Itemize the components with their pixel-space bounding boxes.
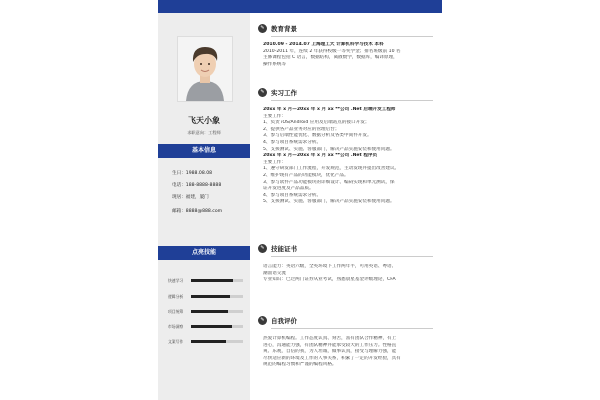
- skill-bar-fill: [191, 310, 228, 313]
- skill-bar: [191, 325, 243, 328]
- certs-title: 技能证书: [271, 245, 297, 253]
- skill-bar: [191, 310, 243, 313]
- education-line: 主修课程包括 C 语言，数据结构，离散数学，数据库，编译原理，: [263, 55, 398, 61]
- education-line: 操作系统等: [263, 61, 286, 67]
- section-divider: [271, 36, 433, 37]
- main-content: [258, 13, 436, 400]
- section-divider: [271, 328, 433, 329]
- skill-bar: [191, 340, 243, 343]
- skill-bar-fill: [191, 295, 230, 298]
- resume-page: [158, 0, 442, 400]
- candidate-name: 飞天小象: [188, 116, 220, 125]
- evaluation-line: 规范的编程习惯和严谨的编程风格。: [263, 362, 337, 368]
- basic-info-heading: 基本信息: [158, 144, 250, 158]
- education-icon: ✎: [258, 24, 267, 33]
- phone-info: 电话：188-8888-8888: [172, 183, 222, 188]
- job-line: 主要工作：: [263, 159, 286, 165]
- job-line: 主要工作：: [263, 113, 286, 119]
- skill-bar: [191, 279, 243, 282]
- skills-heading: 点亮技能: [158, 246, 250, 260]
- section-divider: [271, 256, 433, 257]
- skill-label: 快速学习: [168, 278, 184, 283]
- section-divider: [271, 100, 433, 101]
- certs-body: [263, 264, 433, 284]
- evaluation-line: 爽、乐观，自信的我，为人坦诚，做事认真，接受与理解力强，能: [263, 349, 397, 355]
- job-line: 5、支援测试、实施、客服部门，解决产品实施安装和使用问题。: [263, 199, 395, 205]
- education-title: 教育背景: [271, 25, 297, 33]
- evaluation-line: 热爱计算机编程。工作态度认真、刻苦，富有团队合作精神，有上: [263, 336, 397, 341]
- job-line: 2、提供各产品业务对应的管理后台；: [263, 126, 340, 132]
- cert-line: 语言能力：英语六级，全英环境下工作两年半，可用英语、粤语、: [263, 264, 397, 269]
- skill-label: 市场洞察: [168, 324, 184, 329]
- avatar-icon: [178, 37, 232, 101]
- job-line: 1、负责 iOS/Android 应用及后端站点的接口开发；: [263, 120, 370, 126]
- evaluation-title: 自我评价: [271, 317, 297, 325]
- birth-info: 生日：1988.08.08: [172, 171, 213, 176]
- job-line: 证开发进度及产品品质。: [263, 186, 314, 192]
- work-icon: ✎: [258, 88, 267, 97]
- job-line: 3、参与后端性能优化、数据分析及各类中间件开发。: [263, 133, 372, 139]
- sidebar: [158, 13, 250, 400]
- education-header: 2010.09 - 2014.07 上海理工大 计算机科学与技术 本科: [263, 42, 384, 47]
- evaluation-body: [263, 336, 433, 369]
- skill-bar-fill: [191, 340, 226, 343]
- skill-label: 文案写作: [168, 339, 184, 344]
- job-header: 20xx 年 x 月—20xx 年 x 月 xx **公司 .Net 程序员: [263, 153, 378, 159]
- work-title: 实习工作: [271, 89, 297, 97]
- evaluation-line: 进心，沟通能力强，有团队精神并能承受较大的工作压力。性格直: [263, 342, 397, 348]
- evaluation-icon: ✎: [258, 316, 267, 325]
- job-line: 2、维护现有产品的功能模块，优化产品。: [263, 172, 349, 178]
- certificate-icon: ✎: [258, 244, 267, 253]
- job-line: 4、参与项目系统需求分析。: [263, 192, 322, 198]
- job-line: 3、参与软件产品功能模块的详细设计、编码实现和单元测试，保: [263, 179, 395, 185]
- job-line: 1、遵守研发部门工作流程，开发规范，主动发现并提出改善建议。: [263, 166, 400, 172]
- skill-label: 逻辑分析: [168, 294, 184, 299]
- top-accent-bar: [158, 0, 442, 13]
- profile-photo: [177, 36, 233, 102]
- cert-line: 专业知识：已过两门证券从业考试，熟悉晨星基金评级理论，CFA: [263, 277, 396, 283]
- work-body: [263, 107, 433, 206]
- evaluation-line: 尽快适应新的环境及工作的人事关系，积累了一定的开发经验，具有: [263, 355, 401, 361]
- job-intent: 求职意向：工程师: [187, 130, 221, 135]
- skill-bar: [191, 295, 243, 298]
- job-line: 5、支援测试、实施、客服部门，解决产品实施安装和使用问题。: [263, 146, 395, 152]
- skill-label: 项目统筹: [168, 309, 184, 314]
- job-header: 20xx 年 x 月—20xx 年 x 月 xx **公司 .Net 后端开发工程师: [263, 107, 396, 112]
- job-line: 4、参与项目系统需求分析。: [263, 139, 322, 145]
- education-line: 2010-2011 年，连续 2 年获得校级一等奖学金；排名班级前 10 名: [263, 48, 401, 54]
- education-body: [263, 42, 433, 68]
- address-info: 现居：福建，厦门: [172, 195, 209, 200]
- cert-line: 潮汕语交流: [263, 270, 286, 276]
- email-info: 邮箱：8888@888.com: [172, 209, 223, 214]
- skill-bar-fill: [191, 279, 233, 282]
- skill-bar-fill: [191, 325, 232, 328]
